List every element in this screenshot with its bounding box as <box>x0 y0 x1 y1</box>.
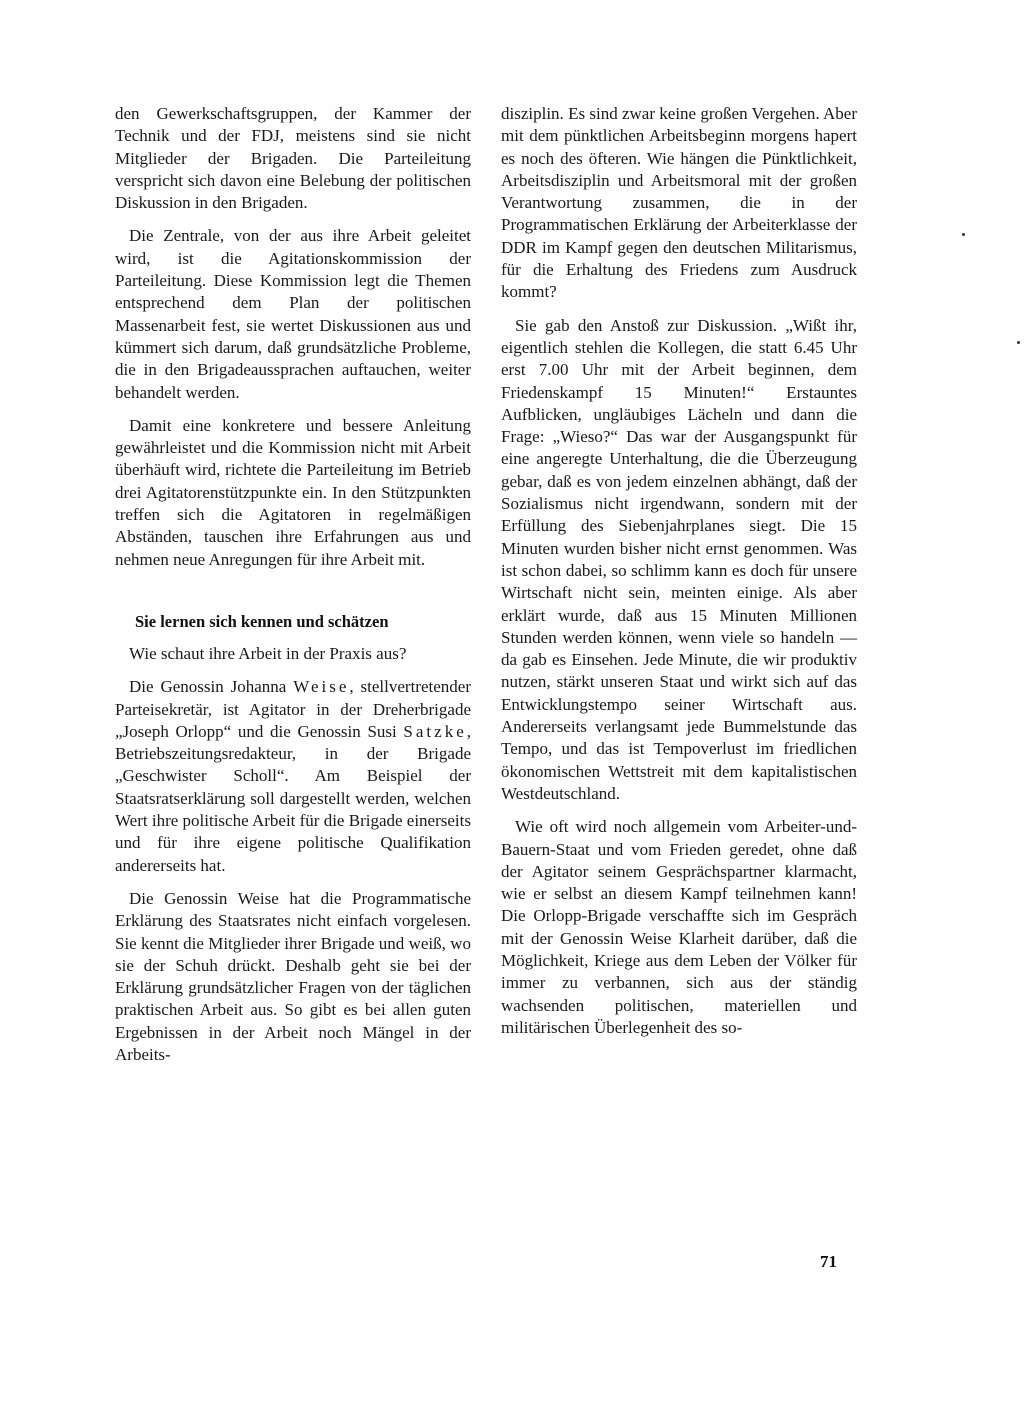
paragraph-continuation: den Gewerkschaftsgruppen, der Kammer der Technik und der FDJ, meistens sind sie nicht Mitglieder der Brigaden. Die Parteileitung verspricht sich davon eine Belebung der politischen Diskussion in den Brigaden. <box>115 104 471 213</box>
page-number: 71 <box>820 1252 837 1271</box>
paragraph-genossin-weise <box>115 676 471 877</box>
paragraph-wie-oft: Wie oft wird noch allgemein vom Arbeiter-und-Bauern-Staat und vom Frieden geredet, ohne daß der Agitator seinem Gesprächspartner klarmacht, wie er selbst an diesem Kampf teilnehmen kann! Die Orlopp-Brigade verschaffte sich im Gespräch mit der Genossin Weise Klarheit darüber, daß die Möglichkeit, Kriege aus dem Leben der Völker für immer zu verbannen, sich aus der ständig wachsenden politischen, materiellen und militärischen Überlegenheit des so- <box>501 817 857 1037</box>
name-weise: Weise <box>293 677 350 697</box>
left-column <box>115 103 471 1066</box>
paragraph-anstoss: Sie gab den Anstoß zur Diskussion. „Wißt ihr, eigentlich stehlen die Kollegen, die statt 6.45 Uhr erst 7.00 Uhr mit der Arbeit beginnen, dem Friedenskampf 15 Minuten!“ Erstauntes Aufblicken, ungläubiges Lächeln und dann die Frage: „Wieso?“ Das war der Ausgangspunkt für eine angeregte Unterhaltung, die die Überzeugung gebar, daß es von jedem einzelnen abhängt, daß der Sozialismus nicht irgendwann, sondern mit der Erfüllung des Siebenjahrplanes siegt. Die 15 Minuten wurden bisher nicht ernst genommen. Was ist schon dabei, so schlimm kann es doch für unsere Wirtschaft nicht sein, meinten einige. Als aber erklärt wurde, daß aus 15 Minuten Millionen Stunden werden können, wenn viele so handeln — da gab es Einsehen. Jede Minute, die wir produktiv nutzen, stärkt unseren Staat und wirkt sich auf das Entwicklungstempo seiner Wirtschaft aus. Andererseits verlangsamt jede Bummelstunde das Tempo, und das ist Tempoverlust im friedlichen ökonomischen Wettstreit mit dem kapitalistischen Westdeutschland. <box>501 315 857 803</box>
paragraph-zentrale: Die Zentrale, von der aus ihre Arbeit geleitet wird, ist die Agitationskommission der Parteileitung. Diese Kommission legt die Themen entsprechend dem Plan der politischen Massenarbeit fest, sie wertet Diskussionen aus und kümmert sich darum, daß grundsätzliche Probleme, die in den Brigadeaussprachen auftauchen, weiter behandelt werden. <box>115 226 471 402</box>
paragraph-question: Wie schaut ihre Arbeit in der Praxis aus? <box>129 643 407 663</box>
right-column <box>501 103 857 1039</box>
text-run: , stellvertretender Parteisekretär, ist Agitator in der Dreherbrigade „Joseph Orlopp“ und die Genossin Susi <box>115 677 471 741</box>
paragraph-stuetzpunkte: Damit eine konkretere und bessere Anleitung gewährleistet und die Kommission nicht mit Arbeit überhäuft wird, richtete die Parteileitung im Betrieb drei Agitatorenstützpunkte ein. In den Stützpunkten treffen sich die Agitatoren in regelmäßigen Abständen, tauschen ihre Erfahrungen aus und nehmen neue Anregungen für ihre Arbeit mit. <box>115 415 471 569</box>
print-speck <box>962 233 965 236</box>
paragraph-disziplin: disziplin. Es sind zwar keine großen Vergehen. Aber mit dem pünktlichen Arbeitsbeginn morgens hapert es noch des öfteren. Wie hängen die Pünktlichkeit, Arbeitsdisziplin und Arbeitsmoral mit der großen Verantwortung zusammen, die in der Programmatischen Erklärung der Arbeiterklasse der DDR im Kampf gegen den deutschen Militarismus, für die Erhaltung des Friedens zum Ausdruck kommt? <box>501 104 857 302</box>
section-heading: Sie lernen sich kennen und schätzen <box>135 611 389 631</box>
paragraph-programmatische-erklaerung: Die Genossin Weise hat die Programmatische Erklärung des Staatsrates nicht einfach vorgelesen. Sie kennt die Mitglieder ihrer Brigade und weiß, wo sie der Schuh drückt. Deshalb geht sie bei der Erklärung grundsätzlicher Fragen von der täglichen praktischen Arbeit aus. So gibt es bei allen guten Ergebnissen in der Arbeit noch Mängel in der Arbeits- <box>115 888 471 1064</box>
text-run: Die Genossin Johanna <box>129 677 294 697</box>
name-satzke: Satzke <box>403 721 467 741</box>
print-speck <box>1017 341 1020 344</box>
text-run: , Betriebszeitungsredakteur, in der Brigade „Geschwister Scholl“. Am Beispiel der Staatsratserklärung soll dargestellt werden, welchen Wert ihre politische Arbeit für die Brigade einerseits und für ihre eigene politische Qualifikation andererseits hat. <box>115 721 471 875</box>
